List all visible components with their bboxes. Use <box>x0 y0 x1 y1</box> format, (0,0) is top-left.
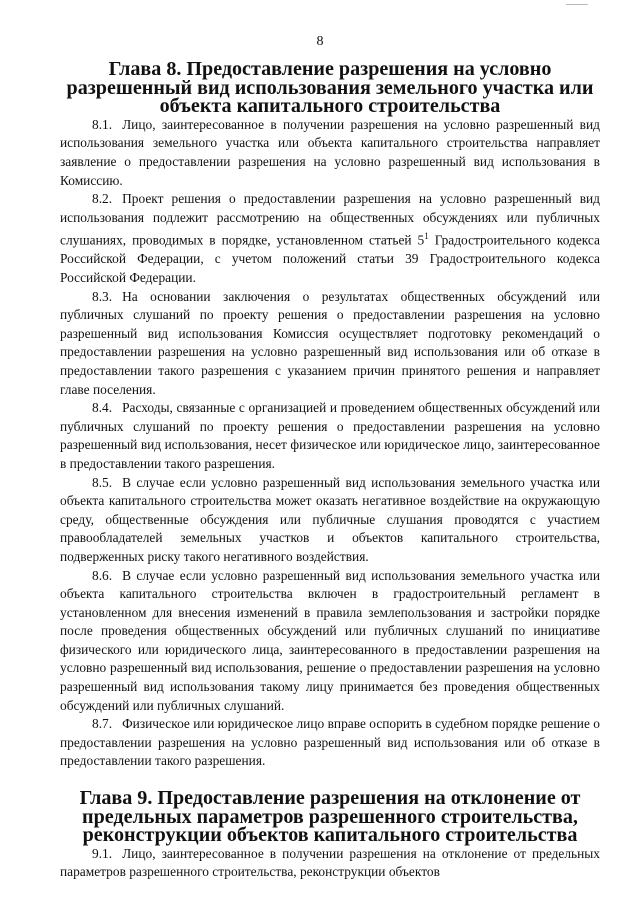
paragraph-text: На основании заключения о результатах общественных обсуждений или публичных слушаний по проекту решения о предоставлении разрешения на условно разрешенный вид использования Комиссия осуществляет подготовку рекомендаций о предоставлении разрешения на условно разрешенный вид использования или об отказе в предоставлении такого разрешения с указанием причин принятого решения и направляет главе поселения. <box>60 288 600 397</box>
superscript: 1 <box>424 231 429 242</box>
paragraph-8-1 <box>60 116 600 190</box>
chapter-8-body <box>60 116 600 771</box>
paragraph-text: Лицо, заинтересованное в получении разрешения на отклонение от предельных параметров разрешенного строительства, реконструкции объектов <box>60 845 600 880</box>
paragraph-number: 8.6. <box>92 567 113 583</box>
paragraph-8-2 <box>60 190 600 287</box>
paragraph-number: 8.2. <box>92 191 113 207</box>
paragraph-number: 8.3. <box>92 288 113 304</box>
paragraph-8-6 <box>60 567 600 716</box>
chapter-8-heading: Глава 8. Предоставление разрешения на условно разрешенный вид использования земельного участка или объекта капитального строительства <box>66 58 594 118</box>
paragraph-number: 8.5. <box>92 474 113 490</box>
paragraph-text: В случае если условно разрешенный вид использования земельного участка или объекта капитального строительства может оказать негативное воздействие на окружающую среду, общественные обсуждения или публичные слушания проводятся с участием правообладателей земельных участков и объектов капитального строительства, подверженных риску такого негативного воздействия. <box>60 474 600 564</box>
paragraph-number: 8.7. <box>92 716 113 732</box>
paragraph-text: Расходы, связанные с организацией и проведением общественных обсуждений или публичных слушаний по проекту решения о предоставлении разрешения на условно разрешенный вид использования, несет физическое или юридическое лицо, заинтересованное в предоставлении такого разрешения. <box>60 400 600 471</box>
page-number: 8 <box>316 34 324 49</box>
paragraph-text: Проект решения о предоставлении разрешения на условно разрешенный вид использования подлежит рассмотрению на общественных обсуждениях или публичных слушаниях, проводимых в порядке, установленном статьей 5 <box>60 191 600 248</box>
document-body <box>60 60 600 882</box>
paragraph-text-continued: Градостроительного кодекса Российской Федерации, с учетом положений статьи 39 Градостроительного кодекса Российской Федерации. <box>60 232 600 285</box>
paragraph-text: Лицо, заинтересованное в получении разрешения на условно разрешенный вид использования земельного участка или объекта капитального строительства направляет заявление о предоставлении разрешения на условно разрешенный вид использования в Комиссию. <box>60 116 600 188</box>
chapter-9-heading: Глава 9. Предоставление разрешения на отклонение от предельных параметров разрешенного строительства, реконструкции объектов капитального строительства <box>79 787 581 847</box>
paragraph-9-1 <box>60 845 600 882</box>
paragraph-8-5 <box>60 474 600 567</box>
chapter-9-body <box>60 845 600 882</box>
paragraph-8-7 <box>60 715 600 771</box>
paragraph-text: В случае если условно разрешенный вид использования земельного участка или объекта капитального строительства включен в градостроительный регламент в установленном для внесения изменений в правила землепользования и застройки порядке после проведения общественных обсуждений или публичных слушаний по инициативе физического или юридического лица, заинтересованного в предоставлении разрешения на условно разрешенный вид использования, решение о предоставлении разрешения на условно разрешенный вид использования такому лицу принимается без проведения общественных обсуждений или публичных слушаний. <box>60 567 600 713</box>
paragraph-number: 8.4. <box>92 400 113 416</box>
paragraph-text: Физическое или юридическое лицо вправе оспорить в судебном порядке решение о предоставлении разрешения на условно разрешенный вид использования или об отказе в предоставлении такого разрешения. <box>60 716 600 769</box>
paragraph-number: 9.1. <box>92 845 113 861</box>
paragraph-number: 8.1. <box>92 116 113 132</box>
scan-edge-mark <box>566 0 588 5</box>
paragraph-8-4 <box>60 399 600 473</box>
paragraph-8-3 <box>60 288 600 400</box>
